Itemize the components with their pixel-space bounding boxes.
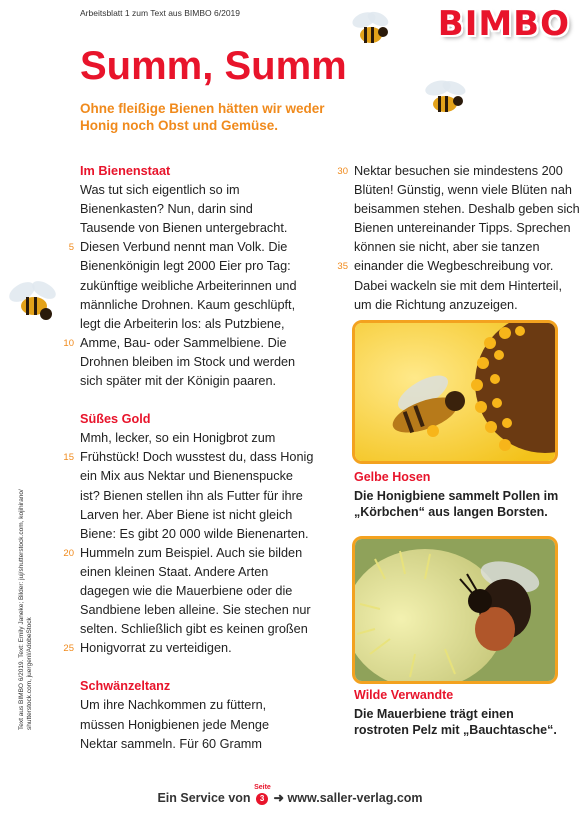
section-body [337,162,580,315]
text-line [63,544,305,563]
text-line [337,257,579,276]
arrow-icon: ➜ [273,791,285,805]
text-line [63,639,305,658]
section-body [63,181,305,391]
text-line [80,296,305,315]
line-text: Hummeln zum Beispiel. Auch sie bilden [80,545,303,560]
section-heading: Im Bienenstaat [80,164,171,178]
caption-title: Wilde Verwandte [354,688,454,702]
text-line [354,277,579,296]
credits-line: shutterstock.com, juergenl/AdobeStock [26,617,33,730]
line-number: 5 [68,242,74,254]
badge-label: Seite [254,784,271,791]
line-text: Honigvorrat zu verteidigen. [80,641,232,656]
text-line [80,257,305,276]
bee-icon [4,272,64,332]
text-line [80,200,305,219]
section-heading: Süßes Gold [80,412,151,427]
page-title: Summ, Summ [80,44,347,88]
text-line [80,582,305,601]
footer-prefix: Ein Service von [157,791,251,805]
bee-icon [418,78,472,120]
line-text: beisammen stehen. Deshalb geben sich [354,202,580,217]
caption-title: Gelbe Hosen [354,470,431,484]
text-line [80,353,305,372]
text-column-right [337,162,580,315]
line-number: 25 [63,643,74,655]
line-text: Was tut sich eigentlich so im [80,183,240,198]
line-text: ist? Bienen stellen ihn als Futter für ihre [80,488,303,503]
text-line [354,200,579,219]
line-text: Dabei wackeln sie mit dem Hinterteil, [354,278,563,293]
mason-bee-photo [352,536,558,684]
text-line [80,601,311,620]
text-line [80,620,308,639]
line-text: Blüten! Günstig, wenn viele Blüten nah [354,183,572,198]
line-text: Bienenkönigin legt 2000 Eier pro Tag: [80,259,291,274]
text-line [80,487,305,506]
line-text: müssen Honigbienen jede Menge [80,717,270,732]
line-number: 35 [337,261,348,273]
image-credits [18,370,34,730]
line-number: 20 [63,547,74,559]
line-number: 15 [63,452,74,464]
line-text: Um ihre Nachkommen zu füttern, [80,698,267,713]
mason-bee-illustration [355,539,555,681]
section-body [63,429,314,658]
line-number: 10 [63,337,74,349]
bimbo-logo: BIMBO [437,4,570,44]
line-text: sich später mit der Königin paaren. [80,374,277,389]
text-line [80,506,305,525]
caption-text: Die Honigbiene sammelt Pollen im „Körbchen“ aus langen Borsten. [354,489,559,519]
text-line [80,181,305,200]
worksheet-note: Arbeitsblatt 1 zum Text aus BIMBO 6/2019 [80,8,241,18]
text-line [354,296,579,315]
honeybee-illustration [355,323,555,461]
line-text: männliche Drohnen. Kaum geschlüpft, [80,297,296,312]
text-line [80,219,305,238]
line-text: Mmh, lecker, so ein Honigbrot zum [80,431,276,446]
section-heading: Schwänzeltanz [80,679,171,694]
badge-number: 3 [259,794,265,803]
line-text: Drohnen bleiben im Stock und werden [80,354,296,369]
line-text: Amme, Bau- oder Sammelbiene. Die [80,335,287,350]
text-line [354,219,579,238]
text-line [80,735,305,754]
text-line [80,525,309,544]
line-text: ein Mix aus Nektar und Bienenspucke [80,469,293,484]
line-text: legt die Arbeiterin los: als Putzbiene, [80,316,285,331]
text-line [80,467,305,486]
text-line [80,372,305,391]
text-line [63,334,305,353]
line-text: Sandbiene leben alleine. Sie stechen nur [80,603,311,618]
text-line [80,696,305,715]
footer-url-link[interactable]: www.saller-verlag.com [287,791,423,805]
line-text: Tausende von Bienen untergebracht. [80,221,288,236]
text-column-left [63,162,314,754]
text-line [80,315,305,334]
line-text: einen kleinen Staat. Andere Arten [80,564,269,579]
section-body [80,696,305,753]
line-text: dagegen wie die Mauerbiene oder die [80,583,293,598]
text-line [80,563,305,582]
text-line [80,277,305,296]
line-text: Larven her. Aber Biene ist nicht gleich [80,507,293,522]
text-line [68,238,305,257]
line-text: Nektar sammeln. Für 60 Gramm [80,736,262,751]
text-line [80,429,305,448]
text-line [63,448,314,467]
text-line [80,716,305,735]
bee-icon [346,10,396,50]
page-subtitle: Ohne fleißige Bienen hätten wir weder Honig noch Obst und Gemüse. [80,101,325,133]
text-line [337,162,579,181]
text-line [354,181,579,200]
line-text: Diesen Verbund nennt man Volk. Die [80,240,288,255]
caption-text: Die Mauerbiene trägt einen rostroten Pelz mit „Bauchtasche“. [354,707,557,737]
line-text: einander die Wegbeschreibung vor. [354,259,554,274]
text-line [354,238,579,257]
line-text: Biene: Es gibt 20 000 wilde Bienenarten. [80,526,309,541]
footer [0,784,580,806]
credits-line: Text aus BIMBO 6/2019. Text: Emily Janeke; Bilder: juj/shutterstock.com, kojihirano/ [18,489,25,730]
line-text: um die Richtung anzuzeigen. [354,297,518,312]
line-text: Bienen untereinander Tipps. Sprechen [354,221,571,236]
line-text: können sie nicht, aber sie tanzen [354,240,540,255]
line-text: Frühstück! Doch wusstest du, dass Honig [80,450,314,465]
line-number: 30 [337,166,348,177]
line-text: selten. Schließlich gibt es keinen großen [80,622,308,637]
honeybee-photo [352,320,558,464]
line-text: zukünftige weibliche Arbeiterinnen und [80,278,297,293]
seite3-badge [254,784,271,805]
line-text: Nektar besuchen sie mindestens 200 [354,164,563,178]
line-text: Bienenkasten? Nun, darin sind [80,202,253,217]
